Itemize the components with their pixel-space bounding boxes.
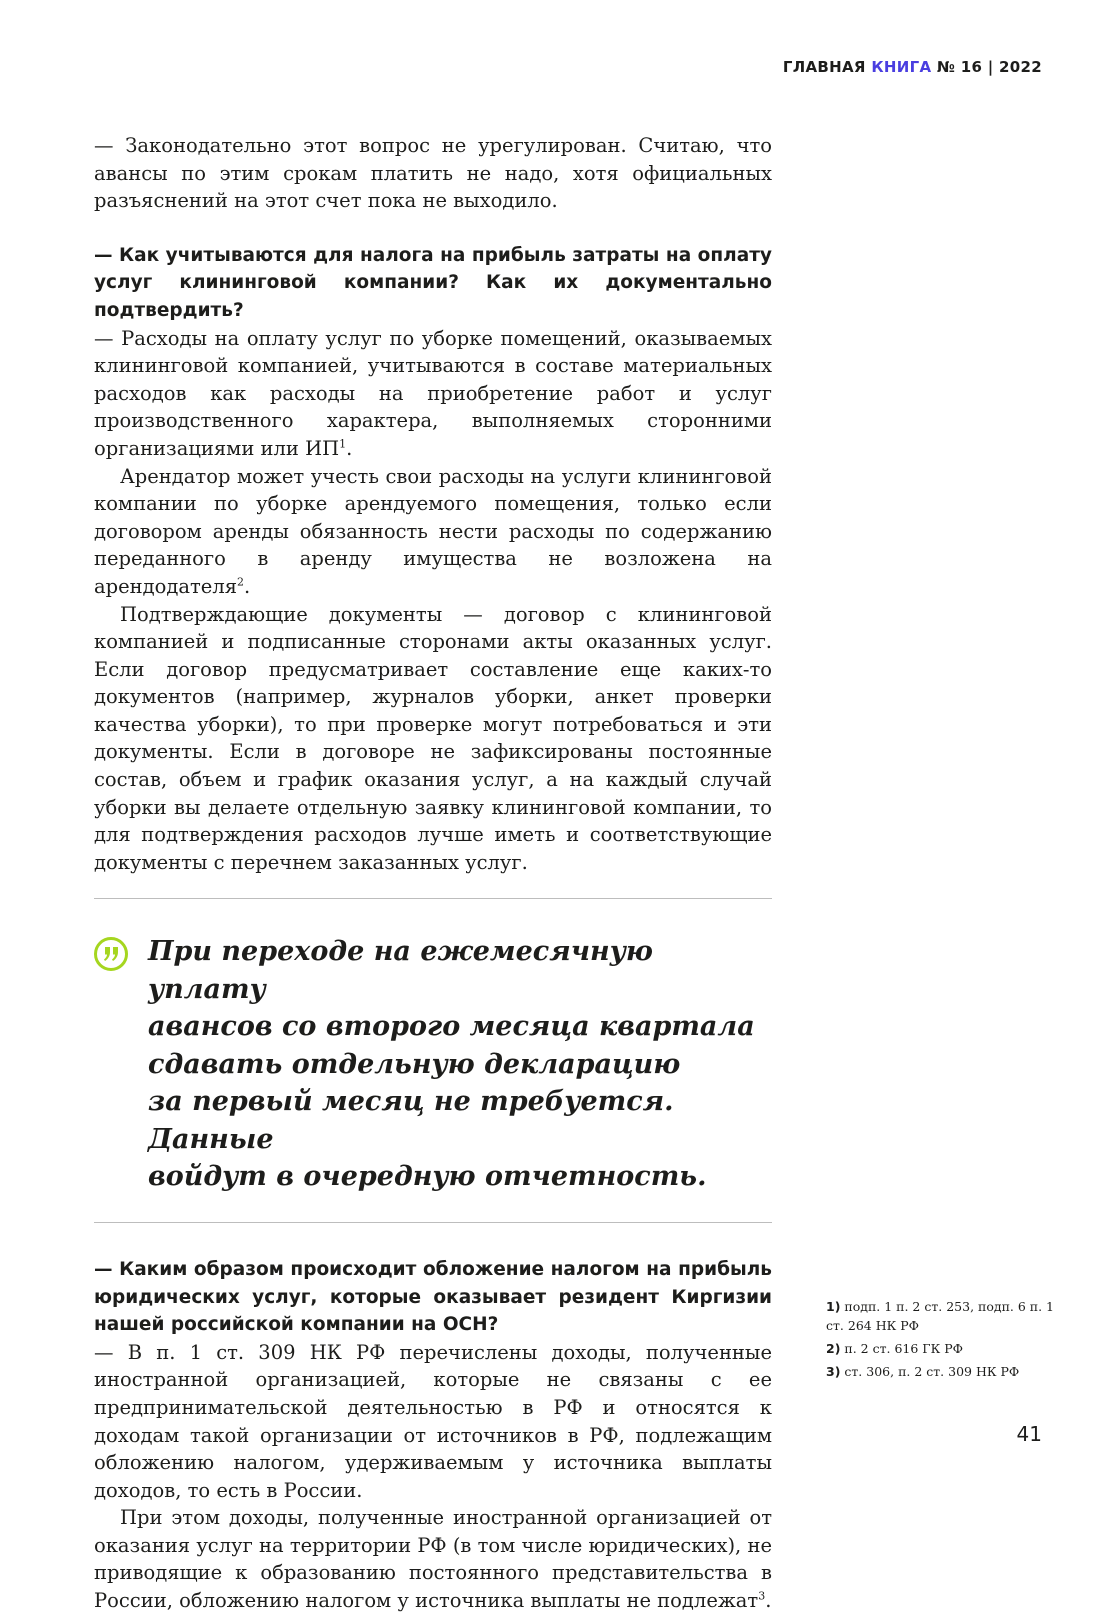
answer-paragraph: При этом доходы, полученные иностранной организацией от оказания услуг на территории РФ (в том числе юридических), не приводящие к образованию постоянного представительства в России, обложению налогом у источника выплаты не подлежат$^3$. (94, 1506, 772, 1613)
footnotes (826, 1297, 1056, 1385)
question-heading: — Каким образом происходит обложение налогом на прибыль юридических услуг, которые оказывает резидент Киргизии нашей российской компании на ОСН? (94, 1258, 772, 1336)
answer-paragraph: — Законодательно этот вопрос не урегулирован. Считаю, что авансы по этим срокам платить не надо, хотя официальных разъяснений на этот счет пока не выходило. (94, 134, 772, 213)
answer-paragraph: — Расходы на оплату услуг по уборке помещений, оказываемых клининговой компанией, учитываются в составе материальных расходов как расходы на приобретение работ и услуг производственного характера, выполняемых сторонними организациями или $ИП^1$. (94, 326, 772, 460)
answer-paragraph: Арендатор может учесть свои расходы на услуги клининговой компании по уборке арендуемого помещения, только если договором аренды обязанность нести расходы по содержанию переданного в аренду имущества не возложена на арендодателя$^2$. (94, 464, 772, 598)
footnote-ref: 1 (339, 437, 347, 451)
magazine-header (783, 58, 1042, 76)
footnote: 1) подп. 1 п. 2 ст. 253, подп. 6 п. 1 ст. 264 НК РФ (826, 1299, 1055, 1333)
article-body (94, 132, 772, 1615)
brand-name-accent: КНИГА (871, 58, 932, 76)
answer-paragraph: Подтверждающие документы — договор с клининговой компанией и подписанные сторонами акты оказанных услуг. Если договор предусматривает составление еще каких-то документов (например, журналов уборки, анкет проверки качества уборки), то при проверке могут потребоваться и эти документы. Если в договоре не зафиксированы постоянные состав, объем и график оказания услуг, а на каждый случай уборки вы делаете отдельную заявку клининговой компании, то для подтверждения расходов лучше иметь и соответствующие документы с перечнем заказанных услуг. (94, 602, 772, 874)
footnote: 2) п. 2 ст. 616 ГК РФ (826, 1341, 964, 1356)
footnote-ref: 2 (237, 575, 245, 589)
pull-quote (94, 899, 772, 1222)
quote-icon (94, 937, 128, 971)
brand-name: ГЛАВНАЯ (782, 58, 872, 76)
footnote-ref: 3 (758, 1589, 766, 1603)
page-number: 41 (1016, 1422, 1042, 1446)
issue-number: № 16 | 2022 (931, 58, 1042, 76)
answer-paragraph: — В п. 1 ст. 309 НК РФ перечислены доходы, полученные иностранной организацией, которые не связаны с ее предпринимательской деятельностью в РФ и относятся к доходам такой организации от источников в РФ, подлежащим обложению налогом, удерживаемым у источника выплаты доходов, то есть в России. (94, 1340, 772, 1502)
footnote: 3) ст. 306, п. 2 ст. 309 НК РФ (826, 1364, 1020, 1379)
pull-quote-text: При переходе на ежемесячную уплату авансов со второго месяца квартала сдавать отдельную декларацию за первый месяц не требуется. Данные войдут в очередную отчетность. (148, 936, 755, 1193)
question-heading: — Как учитываются для налога на прибыль затраты на оплату услуг клининговой компании? Как их документально подтвердить? (94, 244, 772, 321)
